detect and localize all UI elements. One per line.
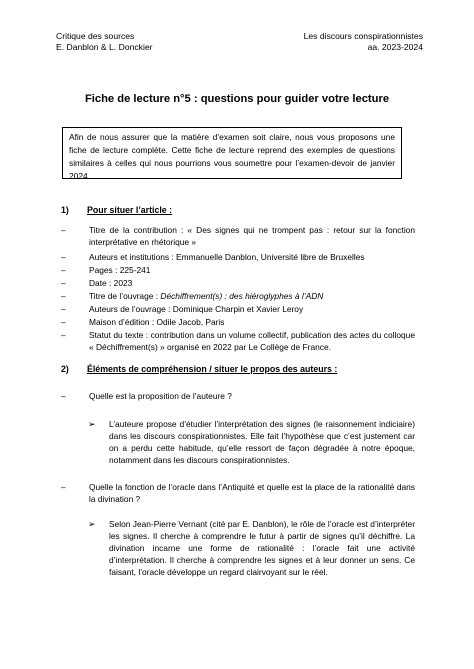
instructors: E. Danblon & L. Donckier (56, 42, 153, 52)
header-left (56, 31, 153, 53)
list-item (61, 251, 415, 263)
dash-icon: – (61, 278, 66, 288)
contribution-title: Titre de la contribution : « Des signes qui ne trompent pas : retour sur la fonction interprétative en rhétorique » (89, 225, 415, 247)
list-item (61, 290, 415, 302)
dash-icon: – (61, 391, 66, 401)
question-2: Quelle la fonction de l’oracle dans l’Antiquité et quelle est la place de la rationalité dans la divination ? (89, 482, 415, 504)
section-2-heading (61, 364, 415, 374)
book-title-value: Déchiffrement(s) : des hiéroglyphes à l’ADN (160, 291, 324, 301)
dash-icon: – (61, 291, 66, 301)
authors-institutions: Auteurs et institutions : Emmanuelle Danblon, Université libre de Bruxelles (89, 252, 365, 262)
seminar-topic: Les discours conspirationnistes (303, 31, 423, 41)
intro-box (62, 127, 402, 179)
book-authors: Auteurs de l’ouvrage : Dominique Charpin et Xavier Leroy (89, 304, 304, 314)
intro-text: Afin de nous assurer que la matière d’examen soit claire, nous vous proposons une fiche de lecture complète. Cette fiche de lecture reprend des exemples de questions similaires à celles qui nous pourrions vous soumettre pour l’examen-devoir de janvier 2024. (69, 132, 395, 181)
pages: Pages : 225-241 (89, 265, 151, 275)
section-1-title: Pour situer l’article : (87, 205, 173, 215)
dash-icon: – (61, 225, 66, 235)
page-title: Fiche de lecture n°5 : questions pour guider votre lecture (84, 93, 390, 105)
list-item (61, 316, 415, 328)
section-2-number: 2) (61, 364, 69, 374)
answer-2: Selon Jean-Pierre Vernant (cité par E. Danblon), le rôle de l’oracle est d’interpréter les signes. Il cherche à comprendre le futur à partir de signes qu’il déchiffre. La divination incarne une forme de rationalité : l’oracle fait une activité d’interprétation. Il cherche à comprendre les signes et à leur donner un sens. Ce faisant, l’oracle développe un regard clairvoyant sur le réel. (109, 519, 415, 577)
dash-icon: – (61, 330, 66, 340)
date: Date : 2023 (89, 278, 133, 288)
academic-year: aa. 2023-2024 (367, 42, 423, 52)
list-item (61, 277, 415, 289)
arrow-bullet-icon: ➢ (88, 519, 96, 529)
list-item (61, 264, 415, 276)
answer-1: L’auteure propose d’étudier l’interprétation des signes (le raisonnement indiciaire) dans les discours conspirationnistes. Elle fait l’hypothèse que c’est justement car on a perdu cette habitude, qu’elle ressort de façon dégradée à notre époque, notamment dans les discours conspirationnistes. (109, 419, 415, 465)
dash-icon: – (61, 304, 66, 314)
dash-icon: – (61, 265, 66, 275)
arrow-bullet-icon: ➢ (88, 419, 96, 429)
header-right (304, 31, 423, 53)
dash-icon: – (61, 252, 66, 262)
dash-icon: – (61, 482, 66, 492)
section-1-number: 1) (61, 205, 69, 215)
book-title-label: Titre de l’ouvrage : (89, 291, 161, 301)
section-1-heading (61, 205, 415, 215)
question-item (61, 390, 415, 402)
answer-item (61, 518, 415, 584)
list-item (61, 224, 415, 248)
publisher: Maison d’édition : Odile Jacob, Paris (89, 317, 225, 327)
course-name: Critique des sources (56, 31, 135, 41)
list-item (61, 303, 415, 315)
question-1: Quelle est la proposition de l’auteure ? (89, 391, 232, 401)
section-2-title: Éléments de compréhension / situer le propos des auteurs : (87, 364, 338, 374)
book-title (89, 290, 415, 302)
question-item (61, 481, 415, 505)
answer-item (61, 418, 415, 466)
list-item (61, 329, 415, 353)
dash-icon: – (61, 317, 66, 327)
text-status: Statut du texte : contribution dans un volume collectif, publication des actes du colloque « Déchiffrement(s) » organisé en 2022 par Le Collège de France. (89, 330, 415, 352)
